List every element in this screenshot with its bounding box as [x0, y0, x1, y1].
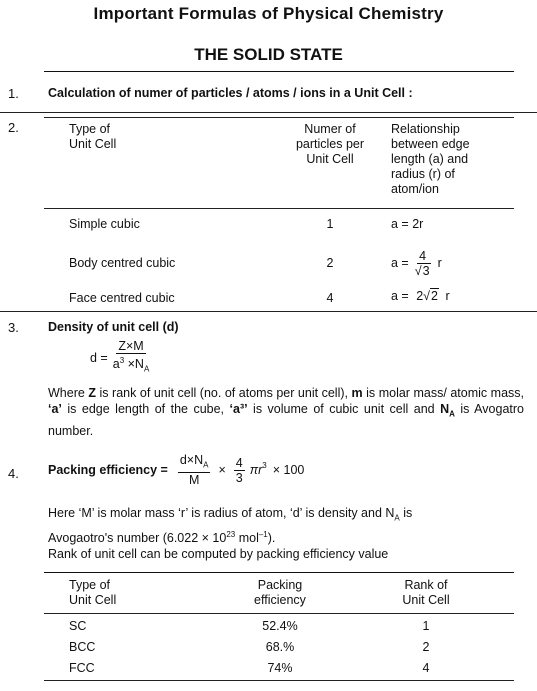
col-header-relation-line3: length (a) and	[391, 152, 469, 166]
relation-lhs: a =	[391, 289, 409, 303]
row-relation-fcc: a = 2√2 r	[391, 289, 450, 303]
relation-rhs: r	[437, 255, 442, 270]
col-header-relation-line1: Relationship	[391, 122, 460, 136]
packing-fraction-1-den: M	[188, 473, 200, 488]
rank-row-type: SC	[69, 619, 87, 633]
text: m	[351, 386, 363, 400]
den-exp: 3	[119, 356, 125, 366]
text: 23	[226, 529, 236, 539]
text: Where	[48, 386, 89, 400]
text: A	[394, 513, 400, 523]
col-header-relation-line2: between edge	[391, 137, 470, 151]
packing-formula	[48, 450, 304, 490]
text: is	[399, 506, 413, 520]
sqrt-radicand: 2	[431, 289, 438, 303]
col-header-type	[69, 122, 116, 152]
text: Z	[88, 386, 96, 400]
text: A	[449, 409, 455, 419]
text: mol	[235, 530, 259, 545]
text: N	[440, 402, 450, 416]
divider	[0, 311, 537, 312]
den-sub: A	[143, 364, 150, 374]
row-relation-bcc	[391, 241, 442, 285]
packing-explanation-line1	[48, 505, 526, 527]
rank-header-rank-line1: Rank of	[404, 578, 448, 592]
text: Avogaotro's number (6.022 × 10	[48, 530, 227, 545]
col-header-particles-line1: Numer of	[304, 122, 356, 136]
col-header-particles-line2: particles per	[295, 137, 365, 151]
text: ‘a³’	[229, 402, 248, 416]
density-denominator	[111, 354, 152, 377]
section-4-number: 4.	[8, 466, 19, 481]
rank-row-type: FCC	[69, 661, 95, 675]
rank-header-rank-line2: Unit Cell	[402, 593, 450, 607]
section-1-number: 1.	[8, 86, 19, 101]
rank-header-packing	[230, 578, 330, 608]
text: ).	[267, 530, 276, 545]
text: A	[203, 460, 209, 470]
text: is edge length of the cube,	[61, 402, 230, 416]
rank-row-eff: 68.%	[265, 640, 295, 654]
rank-row-eff: 74%	[267, 661, 293, 675]
row-particles-simple: 1	[326, 217, 334, 231]
density-explanation	[48, 385, 524, 439]
col-header-type-line2: Unit Cell	[69, 137, 117, 151]
density-fraction	[111, 339, 152, 377]
rank-header-type	[69, 578, 116, 608]
relation-lhs: a =	[391, 255, 409, 270]
packing-explanation-line2	[48, 527, 526, 546]
rank-header-packing-line1: Packing	[257, 578, 303, 592]
text: –1	[258, 529, 268, 539]
col-header-relation-line5: atom/ion	[391, 182, 439, 196]
rank-row-rank: 4	[422, 661, 430, 675]
rank-header-packing-line2: efficiency	[254, 593, 306, 607]
rank-line: Rank of unit cell can be computed by packing efficiency value	[48, 547, 389, 561]
col-header-relation-line4: radius (r) of	[391, 167, 455, 181]
divider	[0, 112, 537, 113]
rank-row-rank: 1	[422, 619, 430, 633]
formula-lhs: d =	[90, 351, 108, 365]
pi-exp: 3	[262, 461, 267, 470]
text: is molar mass/ atomic mass,	[362, 386, 525, 400]
pi-r: πr	[249, 463, 263, 477]
table-header-rule	[44, 208, 514, 209]
col-header-relation	[391, 122, 470, 197]
text: is rank of unit cell (no. of atoms per unit cell),	[95, 386, 352, 400]
fraction-numerator: 4	[419, 248, 427, 263]
rank-header-type-line1: Type of	[69, 578, 110, 592]
fraction	[413, 249, 433, 278]
col-header-type-line1: Type of	[69, 122, 110, 136]
col-header-particles-line3: Unit Cell	[306, 152, 354, 166]
packing-fraction-2	[234, 456, 245, 485]
row-relation-simple: a = 2r	[391, 217, 424, 231]
sqrt-radicand: 3	[422, 263, 430, 278]
row-type-bcc: Body centred cubic	[69, 256, 176, 270]
text: is Avogatro number.	[48, 402, 524, 438]
text: is volume of cubic unit cell and	[247, 402, 441, 416]
section-1-heading: Calculation of numer of particles / atoms / ions in a Unit Cell :	[48, 86, 413, 100]
fraction-denominator: √3	[414, 263, 430, 278]
density-numerator: Z×M	[118, 339, 144, 354]
den-rest: ×N	[124, 357, 144, 372]
col-header-particles	[282, 122, 378, 167]
packing-fraction-1	[178, 453, 211, 488]
rank-row-rank: 2	[422, 640, 430, 654]
rank-table-bottom-rule	[44, 680, 514, 681]
rank-row-type: BCC	[69, 640, 96, 654]
density-formula	[90, 340, 153, 376]
row-type-simple: Simple cubic	[69, 217, 140, 231]
packing-fraction-2-den: 3	[235, 470, 243, 485]
section-3-number: 3.	[8, 320, 19, 335]
rank-header-type-line2: Unit Cell	[69, 593, 117, 607]
text: ‘a’	[48, 402, 62, 416]
rank-row-eff: 52.4%	[262, 619, 298, 633]
packing-fraction-2-num: 4	[235, 455, 243, 470]
times-sign: ×	[218, 463, 226, 477]
rank-header-rank	[376, 578, 476, 608]
table-top-rule	[44, 117, 514, 118]
section-title: THE SOLID STATE	[194, 45, 343, 64]
section-2-number: 2.	[8, 120, 19, 135]
row-particles-fcc: 4	[326, 291, 334, 305]
row-particles-bcc: 2	[326, 256, 334, 270]
rank-table-top-rule	[44, 572, 514, 573]
text: d×N	[179, 452, 204, 467]
relation-coefficient: 2	[416, 289, 424, 303]
text: Here ‘M’ is molar mass ‘r’ is radius of atom, ‘d’ is density and N	[48, 506, 395, 520]
packing-fraction-1-num	[178, 453, 211, 474]
times-100: × 100	[272, 463, 305, 477]
title-underline	[44, 71, 514, 72]
rank-table-header-rule	[44, 613, 514, 614]
relation-rhs: r	[445, 289, 450, 303]
packing-heading: Packing efficiency =	[48, 463, 168, 477]
row-type-fcc: Face centred cubic	[69, 291, 175, 305]
section-3-heading: Density of unit cell (d)	[48, 320, 179, 334]
page-title: Important Formulas of Physical Chemistry	[93, 4, 444, 23]
packing-explanation	[48, 505, 526, 546]
den-a: a	[112, 357, 120, 372]
